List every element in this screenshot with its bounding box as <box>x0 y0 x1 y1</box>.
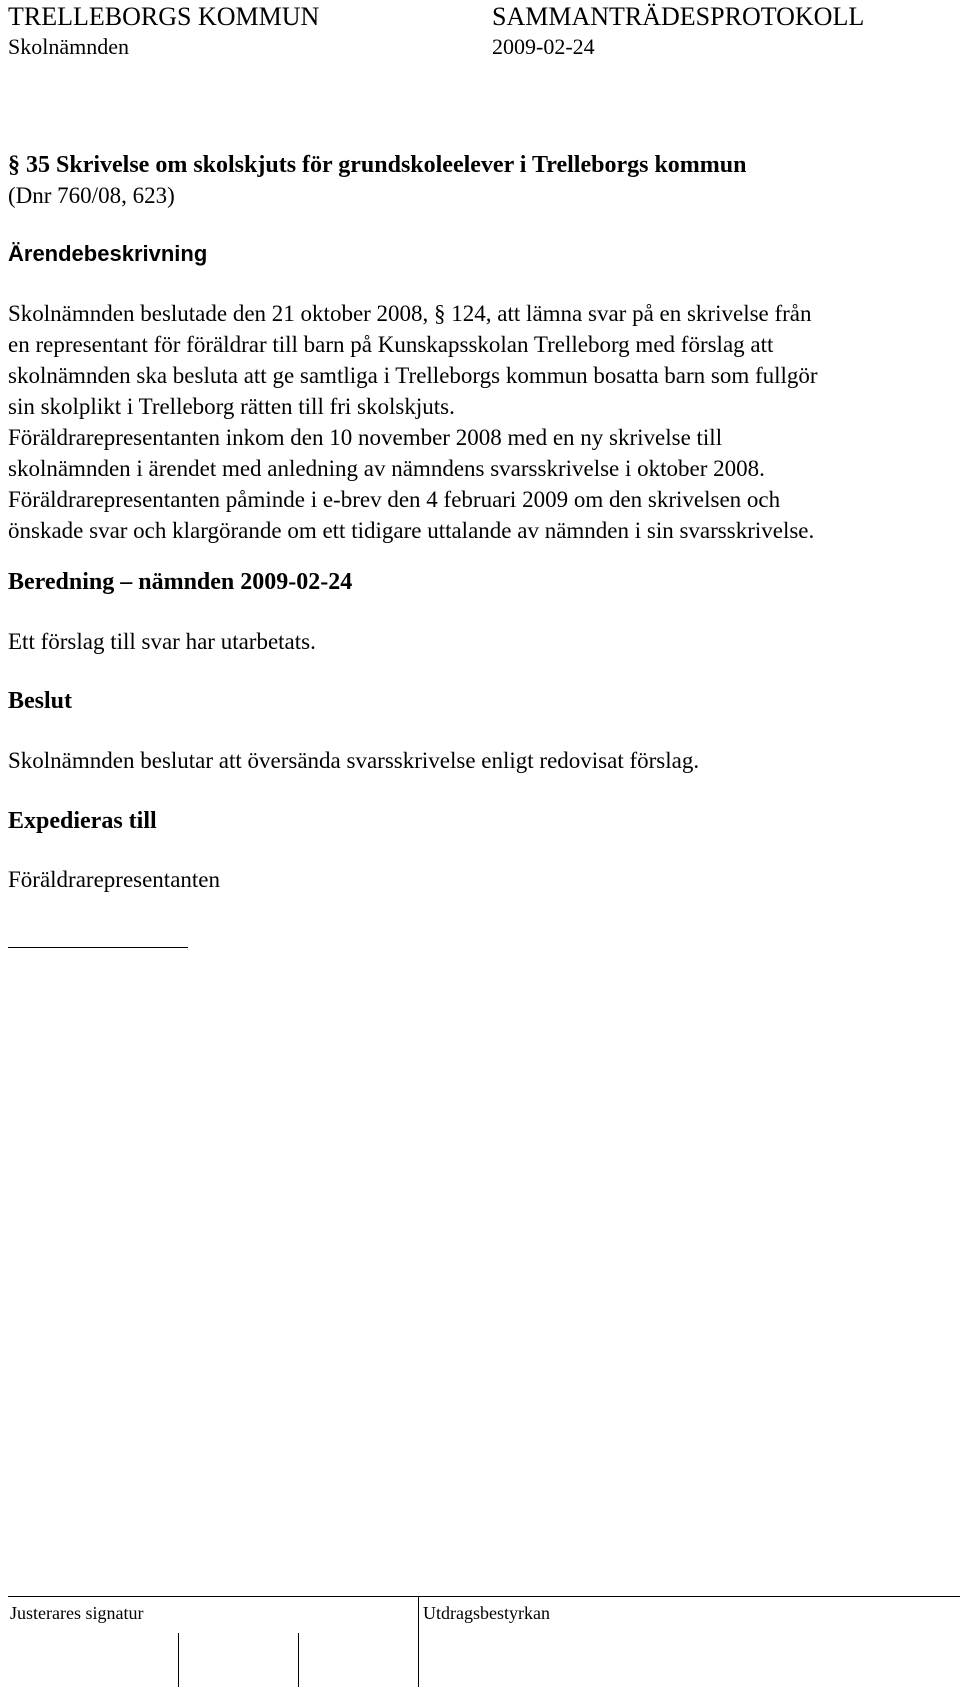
arendebeskrivning-line: önskade svar och klargörande om ett tidigare uttalande av nämnden i sin svarsskrivelse. <box>8 518 815 543</box>
expedieras-heading: Expedieras till <box>8 808 157 834</box>
arendebeskrivning-line: skolnämnden ska besluta att ge samtliga i Trelleborgs kommun bosatta barn som fullgör <box>8 363 818 388</box>
beredning-text: Ett förslag till svar har utarbetats. <box>8 629 316 654</box>
arendebeskrivning-line: Föräldrarepresentanten inkom den 10 november 2008 med en ny skrivelse till <box>8 425 723 450</box>
signature-rule <box>8 947 188 948</box>
arendebeskrivning-line: en representant för föräldrar till barn på Kunskapsskolan Trelleborg med förslag att <box>8 332 774 357</box>
signature-label: Justerares signatur <box>10 1603 144 1623</box>
section-sign: § <box>8 152 20 178</box>
signature-box-divider <box>298 1633 299 1687</box>
footer-divider <box>418 1596 419 1687</box>
item-dnr: (Dnr 760/08, 623) <box>8 183 175 208</box>
arendebeskrivning-heading: Ärendebeskrivning <box>8 241 208 266</box>
arendebeskrivning-line: Skolnämnden beslutade den 21 oktober 2008, § 124, att lämna svar på en skrivelse från <box>8 301 812 326</box>
org-name: TRELLEBORGS KOMMUN <box>8 2 320 31</box>
item-title-row <box>8 150 746 180</box>
certification-label: Utdragsbestyrkan <box>423 1603 550 1623</box>
document-type: SAMMANTRÄDESPROTOKOLL <box>492 2 865 31</box>
footer-top-rule <box>8 1596 960 1597</box>
arendebeskrivning-line: sin skolplikt i Trelleborg rätten till fri skolskjuts. <box>8 394 455 419</box>
arendebeskrivning-line: skolnämnden i ärendet med anledning av nämndens svarsskrivelse i oktober 2008. <box>8 456 765 481</box>
signature-box-divider <box>178 1633 179 1687</box>
meeting-date: 2009-02-24 <box>492 34 595 59</box>
item-title: 35 Skrivelse om skolskjuts för grundskoleelever i Trelleborgs kommun <box>26 152 747 178</box>
committee-name: Skolnämnden <box>8 34 129 59</box>
beredning-heading: Beredning – nämnden 2009-02-24 <box>8 569 353 595</box>
expedieras-text: Föräldrarepresentanten <box>8 867 221 892</box>
beslut-text: Skolnämnden beslutar att översända svarsskrivelse enligt redovisat förslag. <box>8 748 700 773</box>
beslut-heading: Beslut <box>8 688 73 714</box>
arendebeskrivning-line: Föräldrarepresentanten påminde i e-brev den 4 februari 2009 om den skrivelsen och <box>8 487 781 512</box>
